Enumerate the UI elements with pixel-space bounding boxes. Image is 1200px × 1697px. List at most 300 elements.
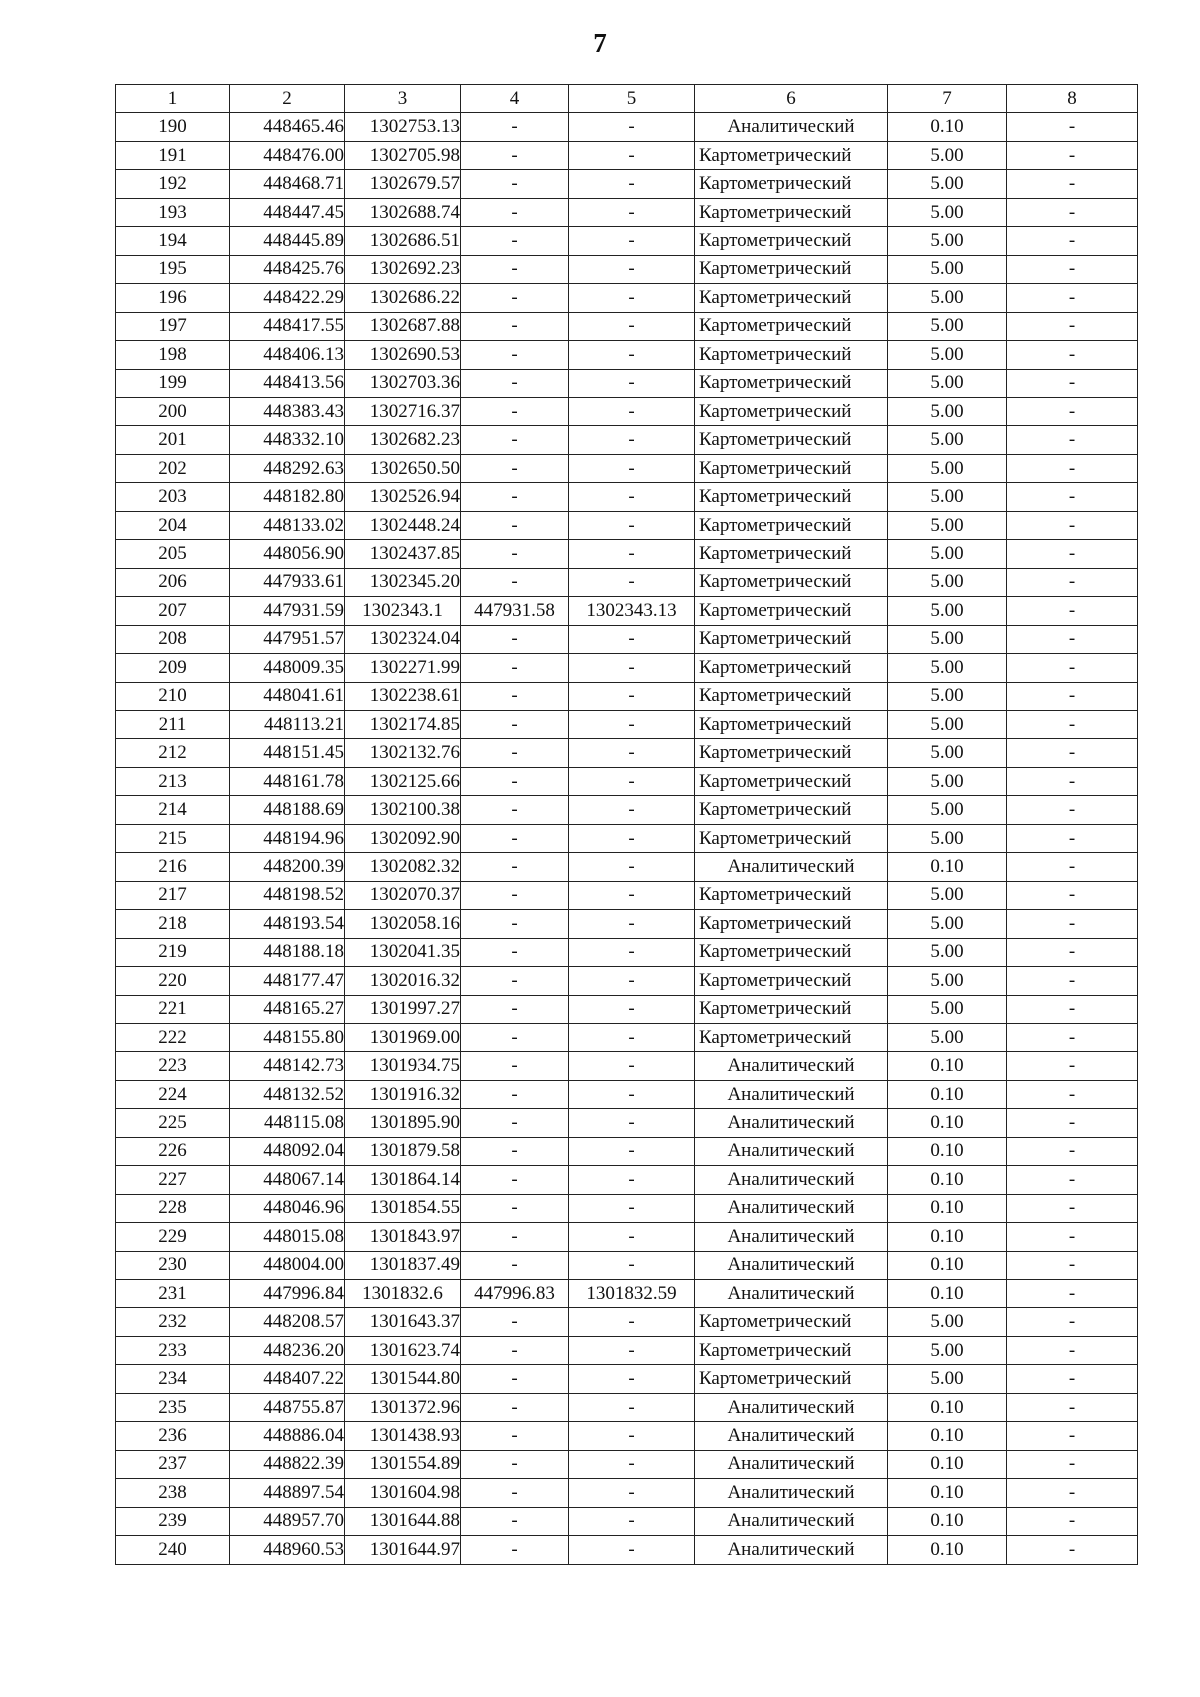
x-coordinate-cell: 448133.02 — [230, 511, 345, 539]
method-cell: Картометрический — [695, 824, 888, 852]
y-alt-cell: - — [569, 1450, 695, 1478]
note-cell: - — [1007, 1336, 1138, 1364]
x-alt-cell: - — [461, 511, 569, 539]
accuracy-cell: 0.10 — [888, 1393, 1007, 1421]
method-cell: Аналитический — [695, 113, 888, 141]
point-number-cell: 232 — [116, 1308, 230, 1336]
x-coordinate-cell: 448056.90 — [230, 540, 345, 568]
table-row — [116, 1393, 1138, 1421]
table-row — [116, 1479, 1138, 1507]
y-alt-cell: - — [569, 1422, 695, 1450]
y-coordinate-cell: 1301895.90 — [345, 1109, 461, 1137]
accuracy-cell: 0.10 — [888, 1194, 1007, 1222]
y-alt-cell: - — [569, 654, 695, 682]
y-alt-cell: - — [569, 1194, 695, 1222]
x-coordinate-cell: 448004.00 — [230, 1251, 345, 1279]
y-coordinate-cell: 1301544.80 — [345, 1365, 461, 1393]
x-coordinate-cell: 448194.96 — [230, 824, 345, 852]
x-coordinate-cell: 448447.45 — [230, 198, 345, 226]
accuracy-cell: 0.10 — [888, 1166, 1007, 1194]
method-cell: Аналитический — [695, 1080, 888, 1108]
y-coordinate-cell: 1302650.50 — [345, 454, 461, 482]
y-alt-cell: - — [569, 1137, 695, 1165]
note-cell: - — [1007, 1536, 1138, 1564]
x-coordinate-cell: 448046.96 — [230, 1194, 345, 1222]
note-cell: - — [1007, 625, 1138, 653]
point-number-cell: 236 — [116, 1422, 230, 1450]
method-cell: Картометрический — [695, 910, 888, 938]
y-coordinate-cell: 1302016.32 — [345, 967, 461, 995]
note-cell: - — [1007, 654, 1138, 682]
x-alt-cell: - — [461, 881, 569, 909]
note-cell: - — [1007, 540, 1138, 568]
point-number-cell: 234 — [116, 1365, 230, 1393]
x-alt-cell: - — [461, 1450, 569, 1478]
y-alt-cell: - — [569, 1336, 695, 1364]
x-coordinate-cell: 448208.57 — [230, 1308, 345, 1336]
point-number-cell: 240 — [116, 1536, 230, 1564]
x-alt-cell: - — [461, 255, 569, 283]
y-alt-cell: - — [569, 1023, 695, 1051]
accuracy-cell: 5.00 — [888, 397, 1007, 425]
table-row — [116, 710, 1138, 738]
table-row — [116, 1166, 1138, 1194]
y-coordinate-cell: 1301997.27 — [345, 995, 461, 1023]
table-row — [116, 397, 1138, 425]
y-coordinate-cell: 1301854.55 — [345, 1194, 461, 1222]
accuracy-cell: 0.10 — [888, 1223, 1007, 1251]
y-alt-cell: - — [569, 369, 695, 397]
x-coordinate-cell: 448468.71 — [230, 170, 345, 198]
y-coordinate-cell: 1302125.66 — [345, 767, 461, 795]
x-alt-cell: - — [461, 682, 569, 710]
point-number-cell: 233 — [116, 1336, 230, 1364]
accuracy-cell: 5.00 — [888, 910, 1007, 938]
y-coordinate-cell: 1301879.58 — [345, 1137, 461, 1165]
y-alt-cell: - — [569, 796, 695, 824]
table-row — [116, 1450, 1138, 1478]
y-coordinate-cell: 1301372.96 — [345, 1393, 461, 1421]
y-coordinate-cell: 1302686.51 — [345, 227, 461, 255]
y-coordinate-cell: 1302238.61 — [345, 682, 461, 710]
x-alt-cell: - — [461, 312, 569, 340]
x-alt-cell: - — [461, 483, 569, 511]
table-row — [116, 568, 1138, 596]
table-row — [116, 227, 1138, 255]
accuracy-cell: 5.00 — [888, 369, 1007, 397]
x-alt-cell: - — [461, 1023, 569, 1051]
method-cell: Картометрический — [695, 710, 888, 738]
method-cell: Картометрический — [695, 198, 888, 226]
x-coordinate-cell: 448142.73 — [230, 1052, 345, 1080]
point-number-cell: 211 — [116, 710, 230, 738]
note-cell: - — [1007, 1280, 1138, 1308]
y-coordinate-cell: 1301644.97 — [345, 1536, 461, 1564]
y-coordinate-cell: 1302705.98 — [345, 141, 461, 169]
table-row — [116, 824, 1138, 852]
note-cell: - — [1007, 1166, 1138, 1194]
point-number-cell: 223 — [116, 1052, 230, 1080]
note-cell: - — [1007, 1194, 1138, 1222]
column-header: 4 — [461, 85, 569, 113]
table-row — [116, 938, 1138, 966]
table-row — [116, 910, 1138, 938]
note-cell: - — [1007, 1450, 1138, 1478]
method-cell: Картометрический — [695, 654, 888, 682]
y-alt-cell: - — [569, 1308, 695, 1336]
x-alt-cell: - — [461, 227, 569, 255]
point-number-cell: 194 — [116, 227, 230, 255]
x-coordinate-cell: 447951.57 — [230, 625, 345, 653]
coordinates-table — [115, 84, 1138, 1565]
x-coordinate-cell: 448332.10 — [230, 426, 345, 454]
note-cell: - — [1007, 1251, 1138, 1279]
accuracy-cell: 0.10 — [888, 1507, 1007, 1535]
y-coordinate-cell: 1302100.38 — [345, 796, 461, 824]
note-cell: - — [1007, 796, 1138, 824]
accuracy-cell: 5.00 — [888, 255, 1007, 283]
point-number-cell: 212 — [116, 739, 230, 767]
x-coordinate-cell: 448092.04 — [230, 1137, 345, 1165]
table-row — [116, 597, 1138, 625]
y-alt-cell: - — [569, 625, 695, 653]
x-alt-cell: - — [461, 397, 569, 425]
y-alt-cell: - — [569, 1479, 695, 1507]
y-alt-cell: - — [569, 824, 695, 852]
x-alt-cell: - — [461, 170, 569, 198]
table-row — [116, 255, 1138, 283]
table-row — [116, 1194, 1138, 1222]
note-cell: - — [1007, 1137, 1138, 1165]
table-row — [116, 1280, 1138, 1308]
y-alt-cell: - — [569, 1365, 695, 1393]
y-coordinate-cell: 1302692.23 — [345, 255, 461, 283]
method-cell: Картометрический — [695, 170, 888, 198]
method-cell: Картометрический — [695, 284, 888, 312]
accuracy-cell: 5.00 — [888, 654, 1007, 682]
y-coordinate-cell: 1302132.76 — [345, 739, 461, 767]
accuracy-cell: 5.00 — [888, 967, 1007, 995]
x-alt-cell: - — [461, 767, 569, 795]
point-number-cell: 192 — [116, 170, 230, 198]
y-alt-cell: - — [569, 767, 695, 795]
x-coordinate-cell: 448476.00 — [230, 141, 345, 169]
y-coordinate-cell: 1302703.36 — [345, 369, 461, 397]
y-alt-cell: - — [569, 227, 695, 255]
point-number-cell: 204 — [116, 511, 230, 539]
x-alt-cell: - — [461, 1479, 569, 1507]
note-cell: - — [1007, 312, 1138, 340]
x-alt-cell: - — [461, 141, 569, 169]
accuracy-cell: 5.00 — [888, 1365, 1007, 1393]
y-alt-cell: - — [569, 141, 695, 169]
x-alt-cell: - — [461, 938, 569, 966]
x-coordinate-cell: 448445.89 — [230, 227, 345, 255]
method-cell: Картометрический — [695, 739, 888, 767]
y-alt-cell: - — [569, 511, 695, 539]
accuracy-cell: 5.00 — [888, 284, 1007, 312]
accuracy-cell: 5.00 — [888, 170, 1007, 198]
x-alt-cell: - — [461, 796, 569, 824]
y-alt-cell: - — [569, 967, 695, 995]
x-alt-cell: - — [461, 910, 569, 938]
y-coordinate-cell: 1302324.04 — [345, 625, 461, 653]
x-alt-cell: - — [461, 1194, 569, 1222]
accuracy-cell: 5.00 — [888, 454, 1007, 482]
method-cell: Картометрический — [695, 767, 888, 795]
x-alt-cell: - — [461, 113, 569, 141]
accuracy-cell: 5.00 — [888, 1308, 1007, 1336]
accuracy-cell: 5.00 — [888, 568, 1007, 596]
y-coordinate-cell: 1302686.22 — [345, 284, 461, 312]
x-alt-cell: - — [461, 1052, 569, 1080]
method-cell: Аналитический — [695, 1223, 888, 1251]
note-cell: - — [1007, 853, 1138, 881]
note-cell: - — [1007, 454, 1138, 482]
point-number-cell: 226 — [116, 1137, 230, 1165]
point-number-cell: 229 — [116, 1223, 230, 1251]
column-header: 2 — [230, 85, 345, 113]
y-alt-cell: - — [569, 1052, 695, 1080]
x-coordinate-cell: 447996.84 — [230, 1280, 345, 1308]
x-alt-cell: - — [461, 426, 569, 454]
y-alt-cell: - — [569, 540, 695, 568]
x-alt-cell: - — [461, 1080, 569, 1108]
point-number-cell: 207 — [116, 597, 230, 625]
note-cell: - — [1007, 341, 1138, 369]
x-coordinate-cell: 448957.70 — [230, 1507, 345, 1535]
x-alt-cell: - — [461, 1365, 569, 1393]
method-cell: Картометрический — [695, 796, 888, 824]
table-row — [116, 284, 1138, 312]
point-number-cell: 209 — [116, 654, 230, 682]
table-row — [116, 1365, 1138, 1393]
x-alt-cell: - — [461, 710, 569, 738]
table-row — [116, 853, 1138, 881]
y-coordinate-cell: 1301934.75 — [345, 1052, 461, 1080]
accuracy-cell: 5.00 — [888, 426, 1007, 454]
accuracy-cell: 0.10 — [888, 1280, 1007, 1308]
note-cell: - — [1007, 284, 1138, 312]
accuracy-cell: 0.10 — [888, 113, 1007, 141]
point-number-cell: 239 — [116, 1507, 230, 1535]
x-alt-cell: - — [461, 1507, 569, 1535]
note-cell: - — [1007, 1365, 1138, 1393]
x-coordinate-cell: 448465.46 — [230, 113, 345, 141]
table-row — [116, 198, 1138, 226]
accuracy-cell: 0.10 — [888, 1251, 1007, 1279]
point-number-cell: 235 — [116, 1393, 230, 1421]
x-coordinate-cell: 448041.61 — [230, 682, 345, 710]
y-alt-cell: - — [569, 1223, 695, 1251]
point-number-cell: 224 — [116, 1080, 230, 1108]
y-alt-cell: - — [569, 454, 695, 482]
point-number-cell: 205 — [116, 540, 230, 568]
method-cell: Аналитический — [695, 1393, 888, 1421]
table-row — [116, 625, 1138, 653]
method-cell: Картометрический — [695, 141, 888, 169]
y-coordinate-cell: 1301623.74 — [345, 1336, 461, 1364]
accuracy-cell: 5.00 — [888, 312, 1007, 340]
x-alt-cell: - — [461, 1393, 569, 1421]
method-cell: Картометрический — [695, 1308, 888, 1336]
x-coordinate-cell: 448413.56 — [230, 369, 345, 397]
note-cell: - — [1007, 369, 1138, 397]
x-coordinate-cell: 448188.18 — [230, 938, 345, 966]
point-number-cell: 219 — [116, 938, 230, 966]
y-alt-cell: - — [569, 995, 695, 1023]
x-coordinate-cell: 448113.21 — [230, 710, 345, 738]
y-coordinate-cell: 1302092.90 — [345, 824, 461, 852]
note-cell: - — [1007, 1223, 1138, 1251]
point-number-cell: 197 — [116, 312, 230, 340]
accuracy-cell: 5.00 — [888, 198, 1007, 226]
method-cell: Аналитический — [695, 1109, 888, 1137]
point-number-cell: 220 — [116, 967, 230, 995]
y-coordinate-cell: 1302687.88 — [345, 312, 461, 340]
y-alt-cell: 1302343.13 — [569, 597, 695, 625]
note-cell: - — [1007, 397, 1138, 425]
note-cell: - — [1007, 767, 1138, 795]
y-coordinate-cell: 1301644.88 — [345, 1507, 461, 1535]
note-cell: - — [1007, 141, 1138, 169]
y-coordinate-cell: 1301837.49 — [345, 1251, 461, 1279]
accuracy-cell: 0.10 — [888, 853, 1007, 881]
accuracy-cell: 0.10 — [888, 1450, 1007, 1478]
method-cell: Аналитический — [695, 1052, 888, 1080]
note-cell: - — [1007, 198, 1138, 226]
accuracy-cell: 5.00 — [888, 1023, 1007, 1051]
x-alt-cell: - — [461, 284, 569, 312]
method-cell: Картометрический — [695, 568, 888, 596]
method-cell: Картометрический — [695, 1023, 888, 1051]
column-header: 7 — [888, 85, 1007, 113]
x-coordinate-cell: 448200.39 — [230, 853, 345, 881]
accuracy-cell: 5.00 — [888, 511, 1007, 539]
accuracy-cell: 5.00 — [888, 483, 1007, 511]
point-number-cell: 221 — [116, 995, 230, 1023]
table-row — [116, 341, 1138, 369]
x-coordinate-cell: 448015.08 — [230, 1223, 345, 1251]
x-alt-cell: - — [461, 1422, 569, 1450]
x-coordinate-cell: 448292.63 — [230, 454, 345, 482]
point-number-cell: 230 — [116, 1251, 230, 1279]
method-cell: Картометрический — [695, 1336, 888, 1364]
accuracy-cell: 5.00 — [888, 141, 1007, 169]
method-cell: Аналитический — [695, 1479, 888, 1507]
y-coordinate-cell: 1302716.37 — [345, 397, 461, 425]
table-row — [116, 1536, 1138, 1564]
point-number-cell: 216 — [116, 853, 230, 881]
y-alt-cell: - — [569, 1536, 695, 1564]
x-alt-cell: - — [461, 654, 569, 682]
point-number-cell: 222 — [116, 1023, 230, 1051]
accuracy-cell: 0.10 — [888, 1080, 1007, 1108]
x-coordinate-cell: 448193.54 — [230, 910, 345, 938]
note-cell: - — [1007, 113, 1138, 141]
note-cell: - — [1007, 995, 1138, 1023]
y-coordinate-cell: 1302753.13 — [345, 113, 461, 141]
point-number-cell: 201 — [116, 426, 230, 454]
column-header: 1 — [116, 85, 230, 113]
accuracy-cell: 5.00 — [888, 1336, 1007, 1364]
x-coordinate-cell: 448422.29 — [230, 284, 345, 312]
method-cell: Аналитический — [695, 1422, 888, 1450]
x-coordinate-cell: 448009.35 — [230, 654, 345, 682]
point-number-cell: 238 — [116, 1479, 230, 1507]
accuracy-cell: 5.00 — [888, 682, 1007, 710]
table-row — [116, 1308, 1138, 1336]
y-alt-cell: - — [569, 284, 695, 312]
accuracy-cell: 0.10 — [888, 1109, 1007, 1137]
point-number-cell: 203 — [116, 483, 230, 511]
x-alt-cell: - — [461, 1336, 569, 1364]
note-cell: - — [1007, 1023, 1138, 1051]
x-alt-cell: 447931.58 — [461, 597, 569, 625]
y-alt-cell: - — [569, 853, 695, 881]
method-cell: Картометрический — [695, 1365, 888, 1393]
x-coordinate-cell: 448755.87 — [230, 1393, 345, 1421]
x-coordinate-cell: 448115.08 — [230, 1109, 345, 1137]
note-cell: - — [1007, 597, 1138, 625]
y-alt-cell: - — [569, 255, 695, 283]
note-cell: - — [1007, 910, 1138, 938]
table-row — [116, 1223, 1138, 1251]
y-alt-cell: - — [569, 1166, 695, 1194]
accuracy-cell: 5.00 — [888, 796, 1007, 824]
x-coordinate-cell: 448822.39 — [230, 1450, 345, 1478]
note-cell: - — [1007, 1422, 1138, 1450]
x-alt-cell: - — [461, 568, 569, 596]
table-row — [116, 767, 1138, 795]
x-coordinate-cell: 448155.80 — [230, 1023, 345, 1051]
y-coordinate-cell: 1302070.37 — [345, 881, 461, 909]
y-coordinate-cell: 1302345.20 — [345, 568, 461, 596]
accuracy-cell: 0.10 — [888, 1479, 1007, 1507]
method-cell: Аналитический — [695, 1450, 888, 1478]
method-cell: Аналитический — [695, 853, 888, 881]
table-row — [116, 881, 1138, 909]
note-cell: - — [1007, 710, 1138, 738]
x-coordinate-cell: 448198.52 — [230, 881, 345, 909]
table-row — [116, 141, 1138, 169]
table-row — [116, 654, 1138, 682]
x-coordinate-cell: 448188.69 — [230, 796, 345, 824]
y-alt-cell: - — [569, 1080, 695, 1108]
x-coordinate-cell: 448406.13 — [230, 341, 345, 369]
note-cell: - — [1007, 511, 1138, 539]
y-alt-cell: - — [569, 198, 695, 226]
method-cell: Картометрический — [695, 625, 888, 653]
column-header: 6 — [695, 85, 888, 113]
x-alt-cell: - — [461, 625, 569, 653]
note-cell: - — [1007, 426, 1138, 454]
page-number: 7 — [593, 28, 607, 58]
note-cell: - — [1007, 1507, 1138, 1535]
y-coordinate-cell: 1301843.97 — [345, 1223, 461, 1251]
point-number-cell: 193 — [116, 198, 230, 226]
note-cell: - — [1007, 255, 1138, 283]
method-cell: Картометрический — [695, 682, 888, 710]
y-coordinate-cell: 1302679.57 — [345, 170, 461, 198]
method-cell: Аналитический — [695, 1536, 888, 1564]
accuracy-cell: 5.00 — [888, 540, 1007, 568]
point-number-cell: 191 — [116, 141, 230, 169]
point-number-cell: 208 — [116, 625, 230, 653]
y-alt-cell: - — [569, 568, 695, 596]
x-coordinate-cell: 448960.53 — [230, 1536, 345, 1564]
y-alt-cell: - — [569, 426, 695, 454]
